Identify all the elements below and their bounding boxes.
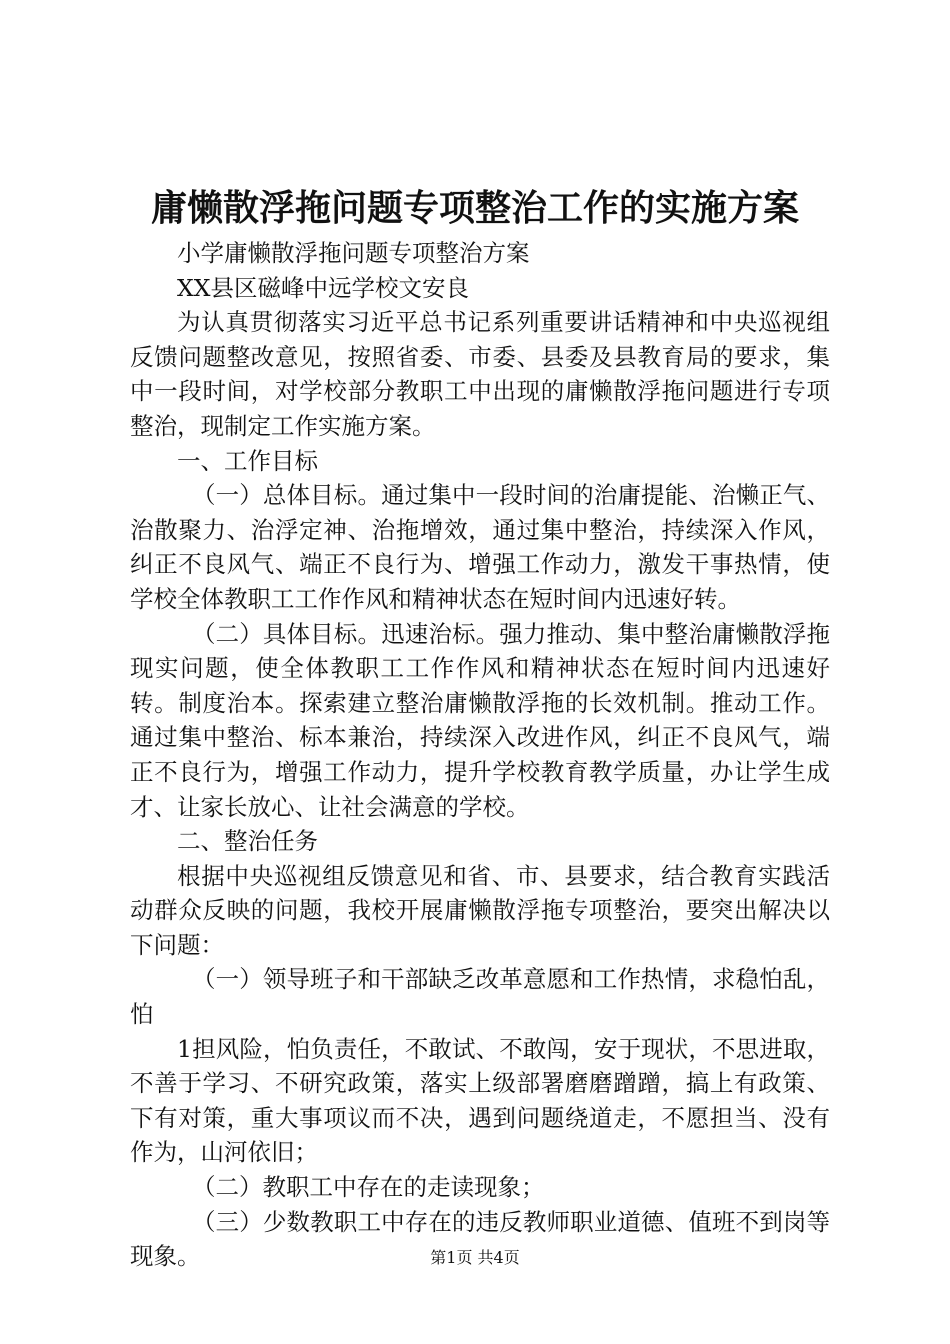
body-paragraph: （一）领导班子和干部缺乏改革意愿和工作热情，求稳怕乱，怕 [130,965,830,1029]
author-line: XX县区磁峰中远学校文安良 [177,273,469,302]
section-heading: 二、整治任务 [177,827,318,856]
document-title: 庸懒散浮拖问题专项整治工作的实施方案 [150,188,799,229]
body-paragraph: 为认真贯彻落实习近平总书记系列重要讲话精神和中央巡视组反馈问题整改意见，按照省委、市委、县委及县教育局的要求，集中一段时间，对学校部分教职工中出现的庸懒散浮拖问题进行专项整治，现制定工作实施方案。 [130,308,830,440]
body-paragraph: （三）少数教职工中存在的违反教师职业道德、值班不到岗等现象。 [130,1207,830,1271]
document-body [130,236,830,1274]
subtitle-paragraph: 小学庸懒散浮拖问题专项整治方案 [177,239,530,267]
body-paragraph: （二）具体目标。迅速治标。强力推动、集中整治庸懒散浮拖现实问题，使全体教职工工作作风和精神状态在短时间内迅速好转。制度治本。探索建立整治庸懒散浮拖的长效机制。推动工作。通过集中整治、标本兼治，持续深入改进作风，纠正不良风气，端正不良行为，增强工作动力，提升学校教育教学质量，办让学生成才、让家长放心、让社会满意的学校。 [130,619,830,821]
body-paragraph: 1担风险，怕负责任，不敢试、不敢闯，安于现状，不思进取，不善于学习、不研究政策，落实上级部署磨磨蹭蹭，搞上有政策、下有对策，重大事项议而不决，遇到问题绕道走，不愿担当、没有作为，山河依旧； [130,1034,830,1167]
section-heading: 一、工作目标 [177,446,318,475]
page-number-footer: 第1页 共4页 [430,1248,520,1267]
body-paragraph: （二）教职工中存在的走读现象； [192,1173,545,1202]
body-paragraph: （一）总体目标。通过集中一段时间的治庸提能、治懒正气、治散聚力、治浮定神、治拖增效，通过集中整治，持续深入作风，纠正不良风气、端正不良行为、增强工作动力，激发干事热情，使学校全体教职工工作作风和精神状态在短时间内迅速好转。 [130,481,830,613]
body-paragraph: 根据中央巡视组反馈意见和省、市、县要求，结合教育实践活动群众反映的问题，我校开展庸懒散浮拖专项整治，要突出解决以下问题： [130,861,830,959]
